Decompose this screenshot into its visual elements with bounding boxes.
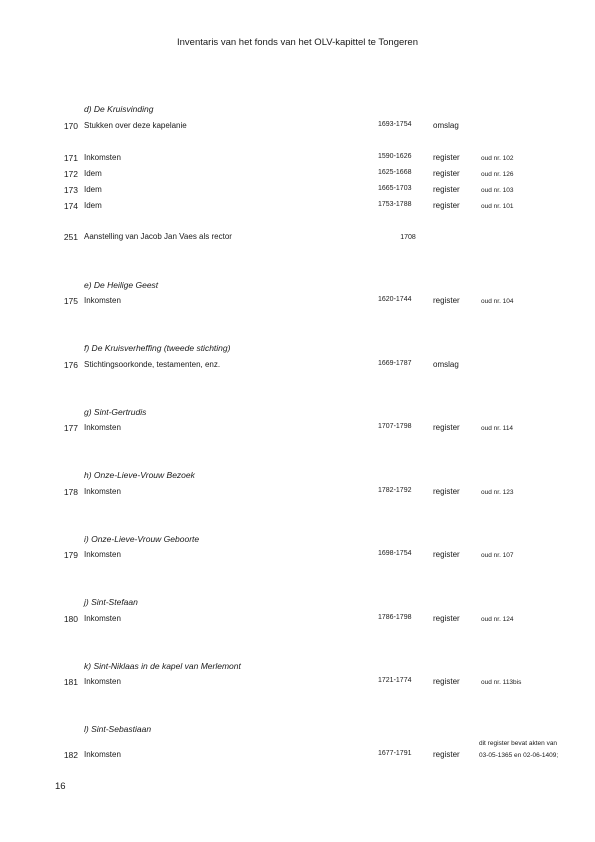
item-date: 1708 (400, 234, 416, 241)
inventory-row-179 (0, 550, 595, 562)
section-title-sint-stefaan: j) Sint-Stefaan (84, 597, 138, 607)
item-type: register (433, 153, 460, 162)
item-type: register (433, 487, 460, 496)
item-number: 181 (63, 677, 78, 687)
item-description: Inkomsten (84, 423, 121, 432)
item-type: register (433, 169, 460, 178)
item-description: Inkomsten (84, 614, 121, 623)
item-date: 1707-1798 (378, 423, 412, 430)
item-type: register (433, 750, 460, 759)
item-date: 1721-1774 (378, 677, 412, 684)
item-type: omslag (433, 121, 459, 130)
inventory-row-181 (0, 677, 595, 689)
item-number: 174 (63, 201, 78, 211)
item-type: register (433, 614, 460, 623)
section-title-kruisvinding: d) De Kruisvinding (84, 104, 154, 114)
item-date: 1693-1754 (378, 121, 412, 128)
item-date: 1625-1668 (378, 169, 412, 176)
section-title-olv-geboorte: i) Onze-Lieve-Vrouw Geboorte (84, 534, 200, 544)
item-number: 173 (63, 185, 78, 195)
item-type: register (433, 550, 460, 559)
inventory-row-171 (0, 153, 595, 165)
item-number: 172 (63, 169, 78, 179)
section-title-kruisverheffing: f) De Kruisverheffing (tweede stichting) (84, 343, 231, 353)
item-number: 177 (63, 423, 78, 433)
item-date: 1753-1788 (378, 201, 412, 208)
inventory-row-182 (0, 750, 595, 762)
item-number: 178 (63, 487, 78, 497)
item-date: 1620-1744 (378, 296, 412, 303)
item-type: register (433, 423, 460, 432)
item-description: Inkomsten (84, 487, 121, 496)
item-note: oud nr. 103 (481, 187, 514, 194)
inventory-row-180 (0, 614, 595, 626)
item-description: Inkomsten (84, 550, 121, 559)
item-note-line-1: dit register bevat akten van (479, 740, 558, 747)
item-description: Idem (84, 185, 102, 194)
item-number: 176 (63, 360, 78, 370)
item-type: omslag (433, 360, 459, 369)
item-note-line-2: 03-05-1365 en 02-06-1409; (479, 752, 559, 759)
item-note: oud nr. 104 (481, 298, 514, 305)
item-type: register (433, 185, 460, 194)
item-date: 1590-1626 (378, 153, 412, 160)
page-header: Inventaris van het fonds van het OLV-kapittel te Tongeren (177, 37, 418, 48)
item-description: Inkomsten (84, 677, 121, 686)
item-description: Aanstelling van Jacob Jan Vaes als rector (84, 232, 232, 241)
item-description: Inkomsten (84, 750, 121, 759)
item-description: Inkomsten (84, 153, 121, 162)
section-title-heilige-geest: e) De Heilige Geest (84, 280, 159, 290)
item-note: oud nr. 123 (481, 489, 514, 496)
item-date: 1782-1792 (378, 487, 412, 494)
item-date: 1698-1754 (378, 550, 412, 557)
inventory-row-178 (0, 487, 595, 499)
section-title-sint-niklaas: k) Sint-Niklaas in de kapel van Merlemont (84, 661, 241, 671)
inventory-row-251 (0, 232, 595, 244)
item-type: register (433, 296, 460, 305)
item-note: oud nr. 102 (481, 155, 514, 162)
item-number: 171 (63, 153, 78, 163)
item-number: 182 (63, 750, 78, 760)
inventory-row-173 (0, 185, 595, 197)
item-note: oud nr. 101 (481, 203, 514, 210)
inventory-row-172 (0, 169, 595, 181)
item-type: register (433, 677, 460, 686)
inventory-row-177 (0, 423, 595, 435)
item-note: oud nr. 107 (481, 552, 514, 559)
item-date: 1665-1703 (378, 185, 412, 192)
item-note: oud nr. 124 (481, 616, 514, 623)
item-number: 251 (63, 232, 78, 242)
item-description: Idem (84, 201, 102, 210)
section-title-sint-sebastiaan: l) Sint-Sebastiaan (84, 724, 152, 734)
item-note: oud nr. 113bis (481, 679, 522, 686)
section-title-olv-bezoek: h) Onze-Lieve-Vrouw Bezoek (84, 470, 195, 480)
inventory-row-176 (0, 360, 595, 372)
item-note: oud nr. 114 (481, 425, 514, 432)
item-date: 1786-1798 (378, 614, 412, 621)
item-description: Stichtingsoorkonde, testamenten, enz. (84, 360, 221, 369)
item-date: 1677-1791 (378, 750, 412, 757)
item-number: 175 (63, 296, 78, 306)
item-date: 1669-1787 (378, 360, 412, 367)
item-number: 170 (63, 121, 78, 131)
item-note: oud nr. 126 (481, 171, 514, 178)
item-description: Stukken over deze kapelanie (84, 121, 187, 130)
page-number: 16 (55, 781, 66, 792)
item-number: 179 (63, 550, 78, 560)
inventory-row-175 (0, 296, 595, 308)
item-description: Idem (84, 169, 102, 178)
item-description: Inkomsten (84, 296, 121, 305)
inventory-row-170 (0, 121, 595, 133)
item-number: 180 (63, 614, 78, 624)
inventory-row-174 (0, 201, 595, 213)
section-title-sint-gertrudis: g) Sint-Gertrudis (84, 407, 147, 417)
item-type: register (433, 201, 460, 210)
